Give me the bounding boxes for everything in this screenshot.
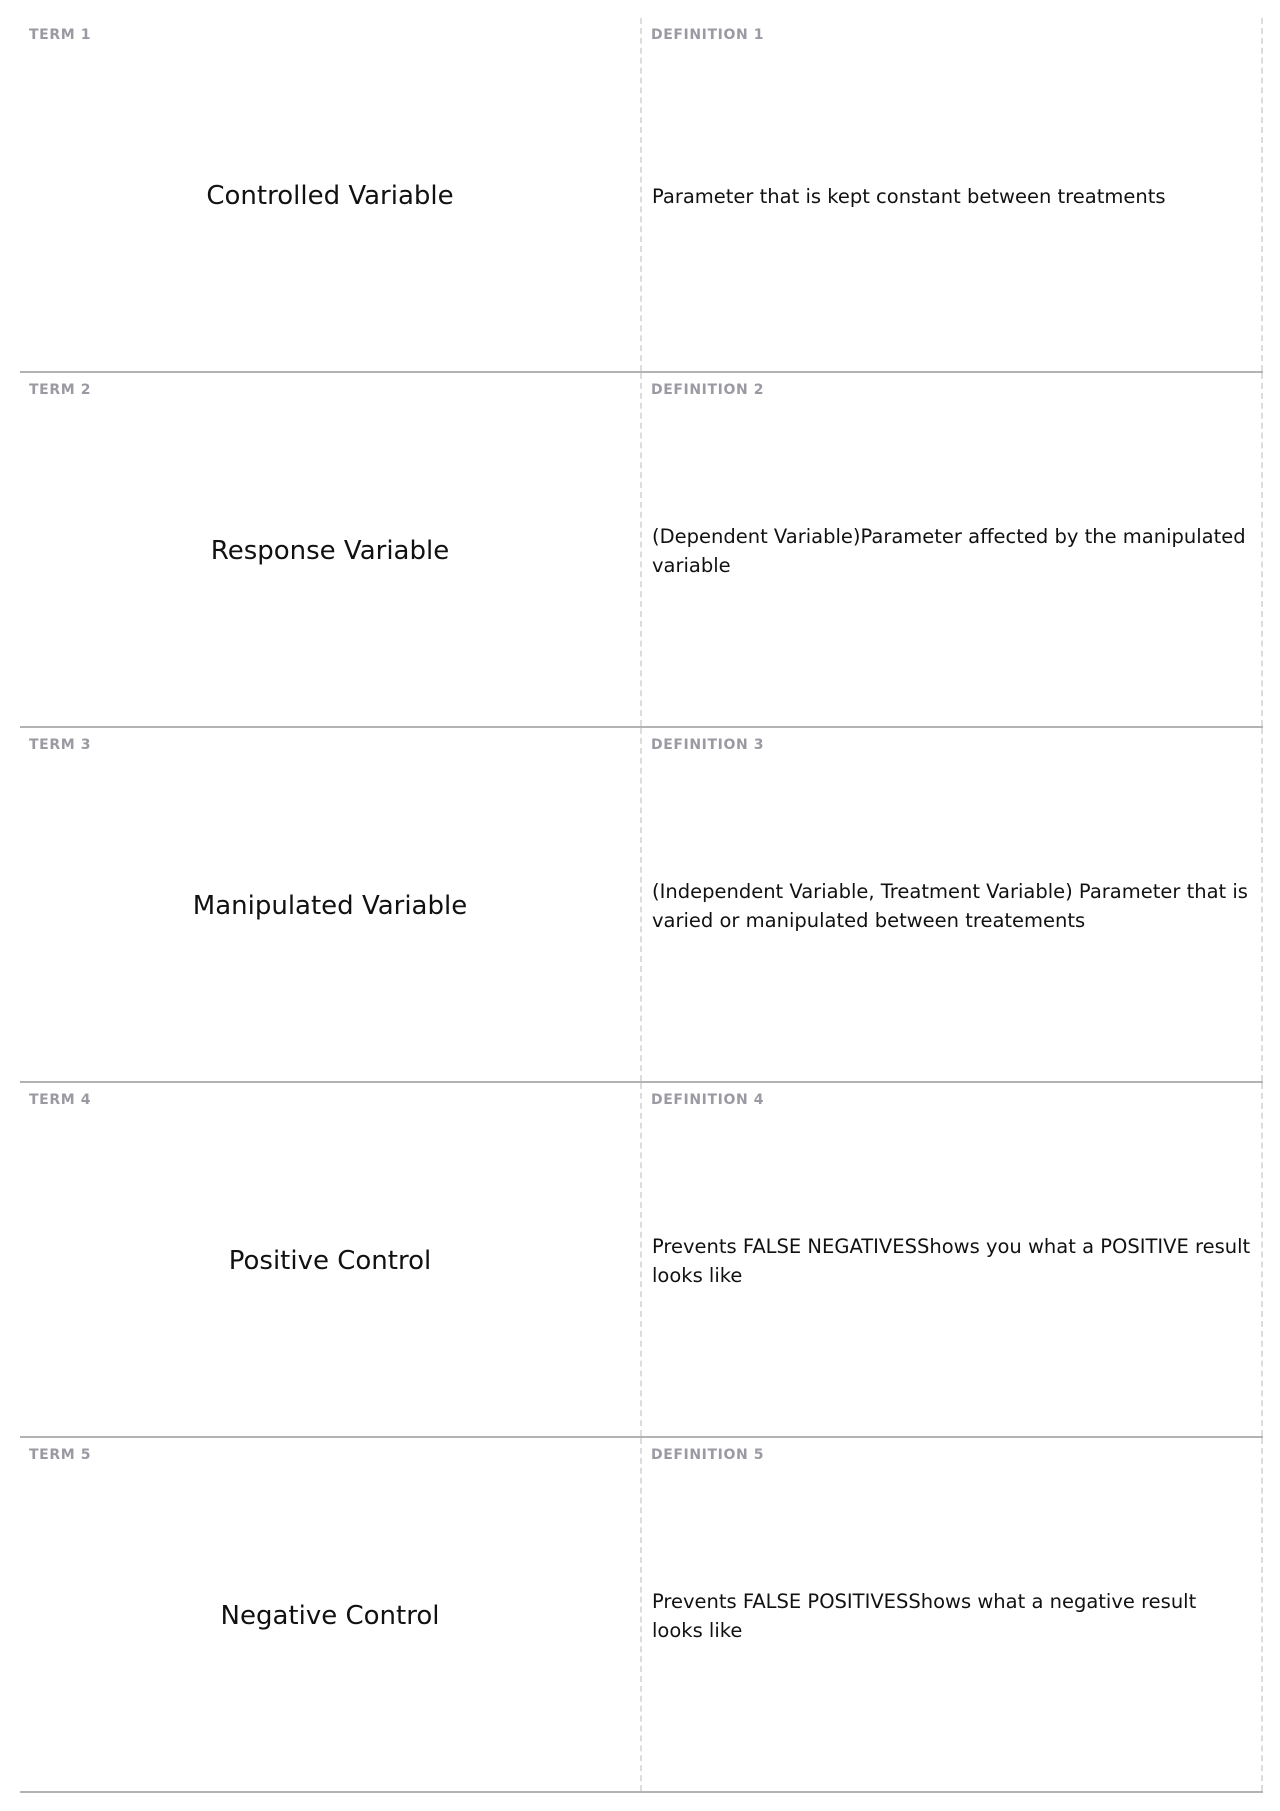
- flashcard-row: [20, 373, 1263, 728]
- definition-cell: [642, 728, 1263, 1081]
- definition-cell: [642, 373, 1263, 726]
- term-label: TERM 1: [29, 27, 92, 43]
- definition-cell: [642, 18, 1263, 371]
- definition-text: Prevents FALSE NEGATIVESShows you what a POSITIVE result looks like: [652, 1235, 1251, 1287]
- term-text: Positive Control: [228, 1246, 432, 1276]
- definition-label: DEFINITION 3: [651, 737, 765, 753]
- definition-label: DEFINITION 5: [651, 1447, 765, 1463]
- definition-text: Prevents FALSE POSITIVESShows what a negative result looks like: [652, 1590, 1197, 1642]
- term-cell: [20, 1438, 642, 1791]
- term-label: TERM 4: [29, 1092, 92, 1108]
- term-cell: [20, 373, 642, 726]
- definition-text: (Dependent Variable)Parameter affected by the manipulated variable: [652, 525, 1246, 577]
- flashcard-row: [20, 728, 1263, 1083]
- term-text: Negative Control: [220, 1601, 440, 1631]
- term-cell: [20, 728, 642, 1081]
- term-cell: [20, 18, 642, 371]
- flashcard-row: [20, 1438, 1263, 1793]
- definition-cell: [642, 1438, 1263, 1791]
- definition-text: (Independent Variable, Treatment Variable) Parameter that is varied or manipulated between treatements: [652, 880, 1248, 932]
- flashcard-row: [20, 18, 1263, 373]
- term-cell: [20, 1083, 642, 1436]
- definition-cell: [642, 1083, 1263, 1436]
- term-label: TERM 5: [29, 1447, 92, 1463]
- definition-label: DEFINITION 2: [651, 382, 765, 398]
- flashcard-row: [20, 1083, 1263, 1438]
- flashcard-sheet: [20, 18, 1263, 1793]
- term-label: TERM 2: [29, 382, 92, 398]
- definition-label: DEFINITION 4: [651, 1092, 765, 1108]
- definition-text: Parameter that is kept constant between treatments: [652, 184, 1166, 208]
- term-text: Manipulated Variable: [192, 891, 468, 921]
- definition-label: DEFINITION 1: [651, 27, 765, 43]
- term-text: Response Variable: [210, 536, 450, 566]
- term-text: Controlled Variable: [206, 181, 454, 211]
- term-label: TERM 3: [29, 737, 92, 753]
